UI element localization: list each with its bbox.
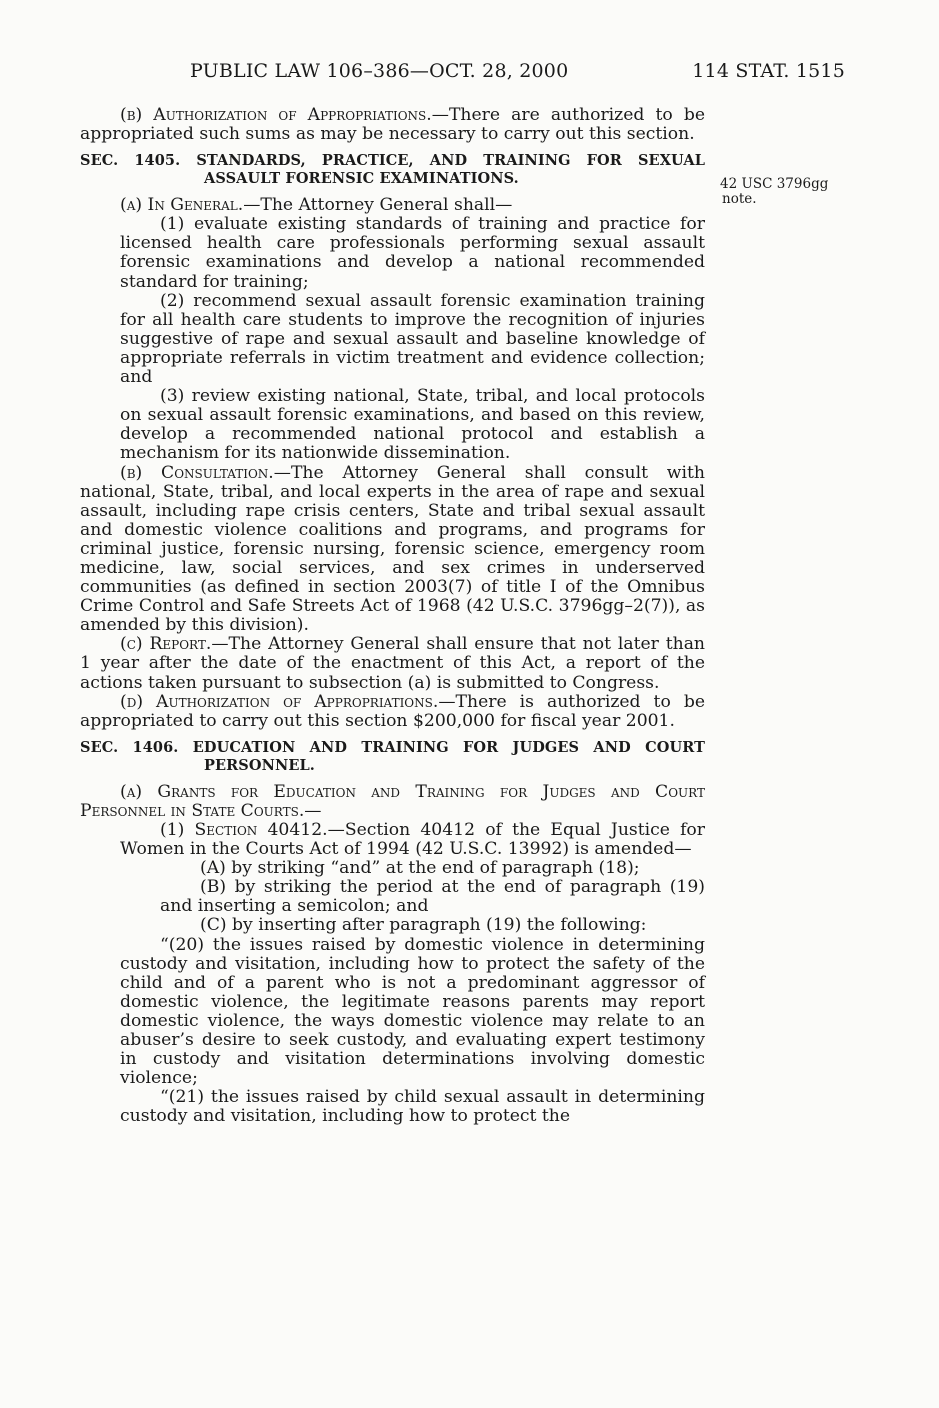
paragraph-b-consultation — [80, 464, 705, 636]
public-law-citation: PUBLIC LAW 106–386—OCT. 28, 2000 — [190, 60, 569, 82]
subclause-B: (B) by striking the period at the end of paragraph (19) and inserting a semicolon; and — [160, 877, 705, 917]
paragraph-heading: (1) Section 40412. — [160, 820, 328, 840]
paragraph-b-authorization — [80, 106, 705, 144]
clause-a1: (1) evaluate existing standards of training and practice for licensed health care professionals performing sexual assault forensic examinations and develop a national recommended standard for training; — [120, 214, 705, 292]
paragraph-heading: (b) Consultation. — [120, 462, 274, 483]
paragraph-a-grants — [80, 783, 705, 821]
paragraph-text: —There is authorized to be appropriated to carry out this section $200,000 for fiscal year 2001. — [80, 691, 706, 731]
margin-note — [720, 177, 860, 207]
document-body — [80, 106, 705, 1127]
section-1405-heading: SEC. 1405. STANDARDS, PRACTICE, AND TRAINING FOR SEXUAL ASSAULT FORENSIC EXAMINATIONS. — [80, 152, 705, 188]
quoted-paragraph-20: “(20) the issues raised by domestic violence in determining custody and visitation, including how to protect the safety of the child and of a parent who is not a predominant aggressor of domestic violence, the legitimate reasons parents may report domestic violence, the ways domestic violence may relate to an abuser’s desire to seek custody, and evaluating expert testimony in custody and visitation determinations involving domestic violence; — [120, 934, 705, 1089]
margin-note-citation: 42 USC 3796gg — [720, 176, 829, 192]
paragraph-heading: (a) Grants for Education and Training for Judges and Court Personnel in State Courts. — [80, 781, 705, 821]
paragraph-heading: (d) Authorization of Appropriations. — [120, 691, 439, 712]
paragraph-text: —The Attorney General shall— — [243, 195, 513, 216]
statute-page-number: 114 STAT. 1515 — [692, 60, 845, 82]
subclause-C: (C) by inserting after paragraph (19) the following: — [200, 915, 647, 936]
clause-1-section-40412 — [80, 821, 705, 859]
margin-note-label: note. — [722, 191, 757, 207]
paragraph-c-report — [80, 635, 705, 692]
paragraph-text: —Section 40412 of the Equal Justice for Women in the Courts Act of 1994 (42 U.S.C. 13992) is amended— — [120, 820, 705, 860]
paragraph-text: —The Attorney General shall consult with national, State, tribal, and local experts in the area of rape and sexual assault, including rape crisis centers, State and tribal sexual assault and domestic violence coalitions and programs, and programs for criminal justice, forensic nursing, forensic science, emergency room medicine, law, social services, and sex crimes in underserved communities (as defined in section 2003(7) of title I of the Omnibus Crime Control and Safe Streets Act of 1968 (42 U.S.C. 3796gg–2(7)), as amended by this division). — [80, 462, 705, 636]
paragraph-heading: (b) Authorization of Appropriations. — [120, 105, 432, 125]
section-1406-heading: SEC. 1406. EDUCATION AND TRAINING FOR JUDGES AND COURT PERSONNEL. — [80, 738, 705, 774]
paragraph-heading: (c) Report. — [120, 634, 212, 655]
paragraph-d-authorization — [80, 693, 705, 731]
paragraph-text: —There are authorized to be appropriated such sums as may be necessary to carry out this section. — [80, 105, 706, 145]
paragraph-heading: (a) In General. — [120, 195, 244, 216]
paragraph-a-in-general — [80, 196, 705, 215]
paragraph-text: —The Attorney General shall ensure that not later than 1 year after the date of the enactment of this Act, a report of the actions taken pursuant to subsection (a) is submitted to Congress. — [80, 634, 706, 693]
quoted-paragraph-21: “(21) the issues raised by child sexual assault in determining custody and visitation, including how to protect the — [120, 1087, 705, 1127]
paragraph-text: — — [304, 800, 322, 821]
subclause-A: (A) by striking “and” at the end of paragraph (18); — [200, 858, 640, 879]
clause-a2: (2) recommend sexual assault forensic examination training for all health care students to improve the recognition of injuries suggestive of rape and sexual assault and baseline knowledge of appropriate referrals in victim treatment and evidence collection; and — [120, 290, 705, 388]
clause-a3: (3) review existing national, State, tribal, and local protocols on sexual assault forensic examinations, and based on this review, develop a recommended national protocol and establish a mechanism for its nationwide dissemination. — [120, 386, 705, 464]
